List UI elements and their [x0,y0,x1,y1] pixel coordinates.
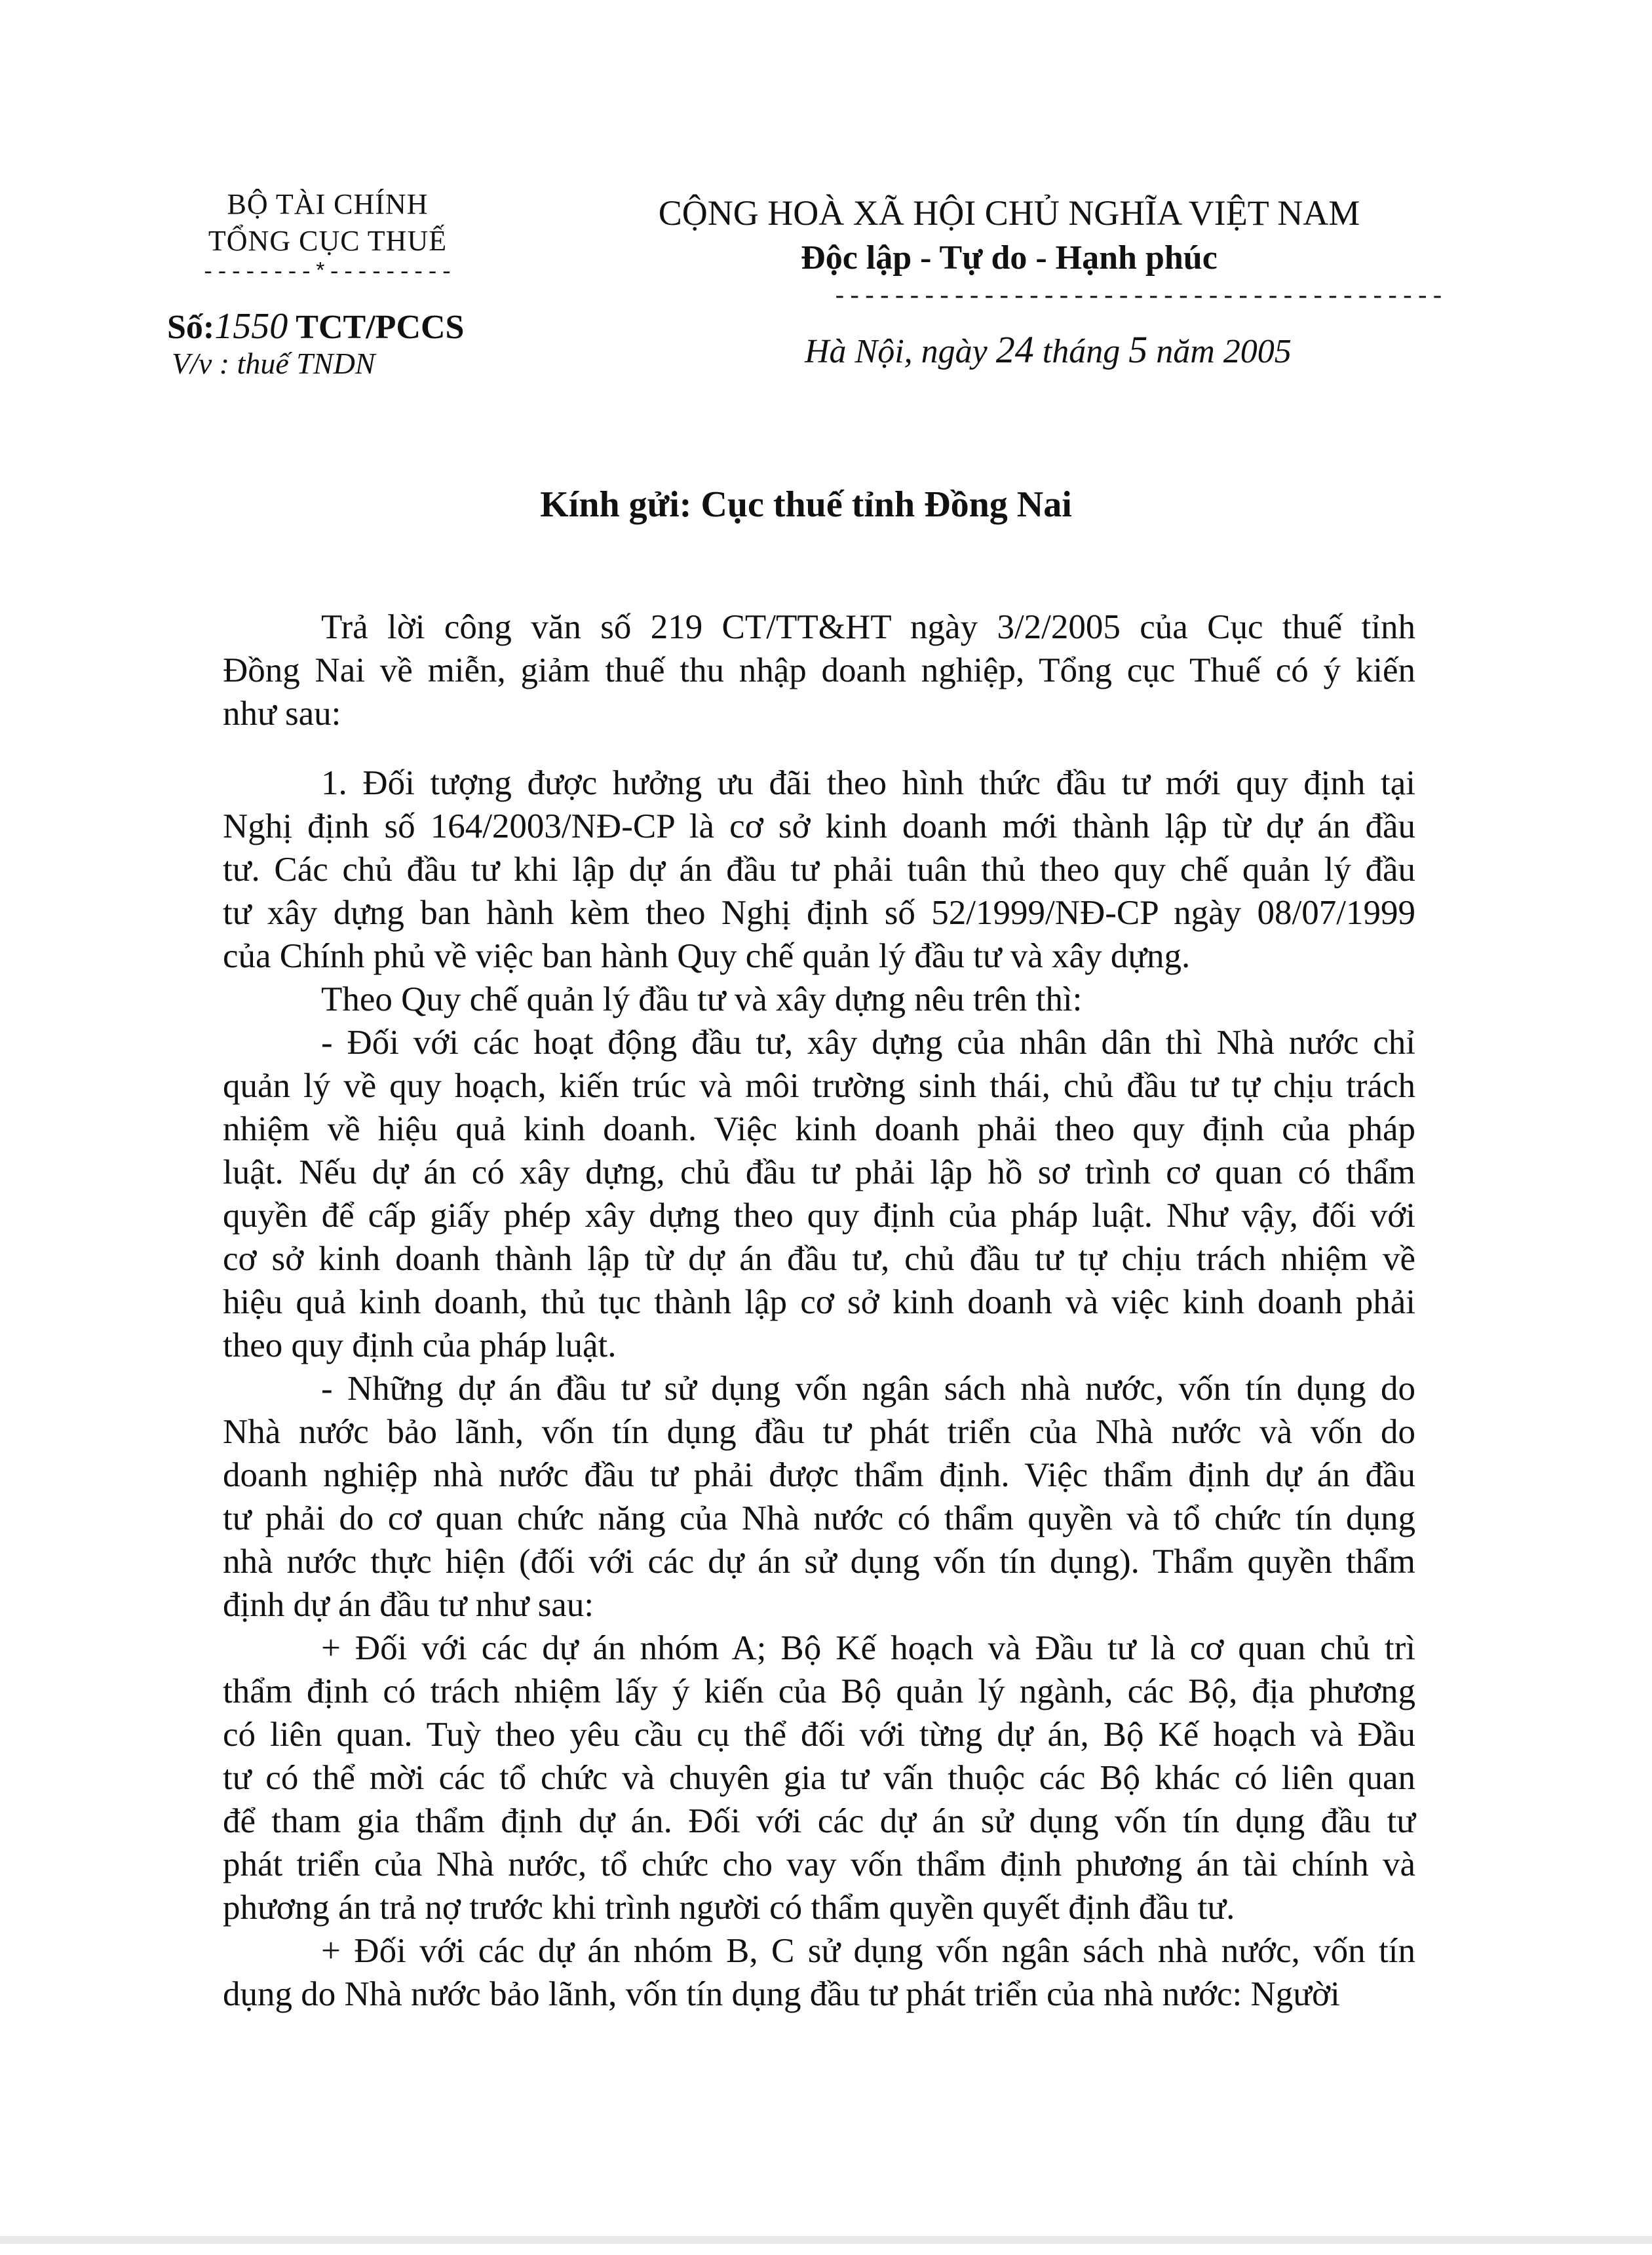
national-motto: Độc lập - Tự do - Hạnh phúc [801,239,1218,277]
body-line: nhà nước thực hiện (đối với các dự án sử dụng vốn tín dụng). Thẩm quyền thẩm [223,1543,1415,1581]
body-line: Nghị định số 164/2003/NĐ-CP là cơ sở kinh doanh mới thành lập từ dự án đầu [223,807,1415,845]
document-number-handwritten: 1550 [214,306,288,347]
date-place: Hà Nội, ngày [805,333,988,370]
body-line: luật. Nếu dự án có xây dựng, chủ đầu tư phải lập hồ sơ trình cơ quan có thẩm [223,1153,1415,1191]
document-number-suffix: TCT/PCCS [288,309,465,346]
body-line: cơ sở kinh doanh thành lập từ dự án đầu tư, chủ đầu tư tự chịu trách nhiệm về [223,1240,1415,1278]
body-line: - Những dự án đầu tư sử dụng vốn ngân sách nhà nước, vốn tín dụng do [321,1370,1415,1408]
body-line: dụng do Nhà nước bảo lãnh, vốn tín dụng đầu tư phát triển của nhà nước: Người [223,1975,1340,2013]
body-line: tư phải do cơ quan chức năng của Nhà nước có thẩm quyền và tổ chức tín dụng [223,1499,1415,1537]
body-line: quản lý về quy hoạch, kiến trúc và môi trường sinh thái, chủ đầu tư tự chịu trách [223,1067,1415,1105]
body-line: nhiệm về hiệu quả kinh doanh. Việc kinh doanh phải theo quy định của pháp [223,1110,1415,1148]
body-line: tư. Các chủ đầu tư khi lập dự án đầu tư phải tuân thủ theo quy chế quản lý đầu [223,851,1415,889]
body-line: như sau: [223,695,341,733]
nation-title: CỘNG HOÀ XÃ HỘI CHỦ NGHĨA VIỆT NAM [658,193,1360,233]
date-year: năm 2005 [1156,333,1292,370]
page-bottom-edge [0,2236,1652,2244]
department-name: TỔNG CỤC THUẾ [208,225,448,257]
issuer-separator: --------*--------- [201,261,454,286]
document-subject: V/v : thuế TNDN [172,347,375,380]
body-line: thẩm định có trách nhiệm lấy ý kiến của Bộ quản lý ngành, các Bộ, địa phương [223,1672,1415,1710]
body-line: quyền để cấp giấy phép xây dựng theo quy định của pháp luật. Như vậy, đối với [223,1197,1415,1235]
body-line: Theo Quy chế quản lý đầu tư và xây dựng nêu trên thì: [321,980,1083,1018]
issue-date [805,328,1292,372]
date-day-handwritten: 24 [995,328,1034,371]
document-number [167,305,464,347]
body-line: định dự án đầu tư như sau: [223,1586,594,1624]
body-line: tư có thể mời các tổ chức và chuyên gia tư vấn thuộc các Bộ khác có liên quan [223,1759,1415,1797]
body-line: Trả lời công văn số 219 CT/TT&HT ngày 3/2/2005 của Cục thuế tỉnh [321,608,1415,646]
body-line [223,735,1415,761]
body-line: hiệu quả kinh doanh, thủ tục thành lập cơ sở kinh doanh và việc kinh doanh phải [223,1283,1415,1321]
body-line: Đồng Nai về miễn, giảm thuế thu nhập doanh nghiệp, Tổng cục Thuế có ý kiến [223,651,1415,689]
date-month-handwritten: 5 [1128,328,1148,371]
body-line: 1. Đối tượng được hưởng ưu đãi theo hình thức đầu tư mới quy định tại [321,764,1415,802]
body-line: theo quy định của pháp luật. [223,1326,617,1364]
date-month-label: tháng [1042,333,1121,370]
body-line: tư xây dựng ban hành kèm theo Nghị định số 52/1999/NĐ-CP ngày 08/07/1999 [223,894,1415,932]
body-line: Nhà nước bảo lãnh, vốn tín dụng đầu tư phát triển của Nhà nước và vốn do [223,1413,1415,1451]
document-number-prefix: Số: [167,309,215,346]
body-line: phát triển của Nhà nước, tổ chức cho vay vốn thẩm định phương án tài chính và [223,1845,1415,1883]
body-line: phương án trả nợ trước khi trình người có thẩm quyền quyết định đầu tư. [223,1889,1235,1927]
body-line: có liên quan. Tuỳ theo yêu cầu cụ thể đối với từng dự án, Bộ Kế hoạch và Đầu [223,1716,1415,1754]
body-line: + Đối với các dự án nhóm B, C sử dụng vốn ngân sách nhà nước, vốn tín [321,1932,1415,1970]
recipient-line: Kính gửi: Cục thuế tỉnh Đồng Nai [540,484,1072,525]
body-line: của Chính phủ về việc ban hành Quy chế quản lý đầu tư và xây dựng. [223,937,1191,975]
body-line: doanh nghiệp nhà nước đầu tư phải được thẩm định. Việc thẩm định dự án đầu [223,1456,1415,1494]
body-line: - Đối với các hoạt động đầu tư, xây dựng của nhân dân thì Nhà nước chỉ [321,1024,1415,1062]
body-line: + Đối với các dự án nhóm A; Bộ Kế hoạch và Đầu tư là cơ quan chủ trì [321,1629,1415,1667]
ministry-name: BỘ TÀI CHÍNH [227,188,429,220]
motto-separator: ----------------------------------------- [832,283,1445,311]
body-line: để tham gia thẩm định dự án. Đối với các dự án sử dụng vốn tín dụng đầu tư [223,1802,1415,1840]
letter-body [223,606,1415,2016]
